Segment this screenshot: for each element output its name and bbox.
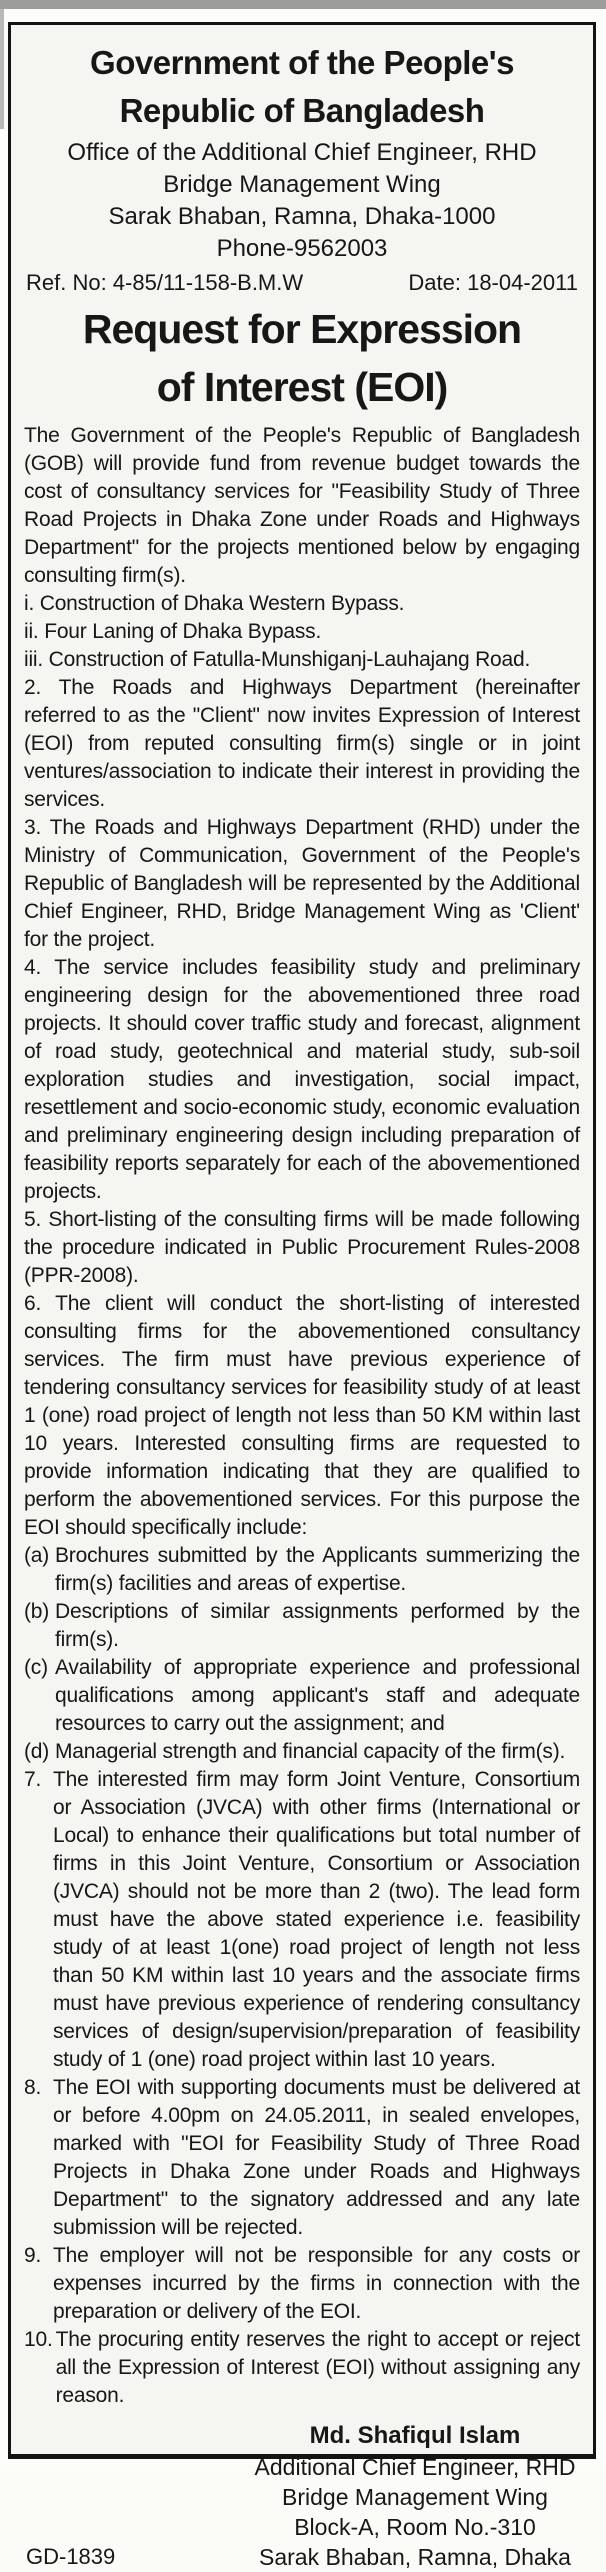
- item-8-number: 8.: [24, 2076, 42, 2099]
- criterion-b-label: (b): [24, 1600, 50, 1623]
- criterion-c: [24, 1654, 580, 1738]
- office-line: Office of the Additional Chief Engineer, RHD: [67, 139, 537, 166]
- numbered-item-10: [24, 2326, 580, 2410]
- signatory-wing: Bridge Management Wing: [282, 2484, 548, 2510]
- notice-date: Date: 18-04-2011: [408, 270, 578, 295]
- paragraph-5: 5. Short-listing of the consulting firms will be made following the procedure indicated in Public Procurement Rules-2008 (PPR-2008).: [24, 1208, 580, 1287]
- signatory-title: Additional Chief Engineer, RHD: [254, 2454, 576, 2480]
- intro-paragraph: The Government of the People's Republic of Bangladesh (GOB) will provide fund from revenue budget towards the cost of consultancy services for "Feasibility Study of Three Road Projects in Dhaka Zone under Roads and Highways Department" for the projects mentioned below by engaging consulting firm(s).: [24, 424, 580, 587]
- item-10-number: 10.: [24, 2328, 53, 2351]
- criterion-c-text: Availability of appropriate experience and professional qualifications among applicant's staff and adequate resources to carry out the assignment; and: [55, 1656, 580, 1735]
- item-7-text: The interested firm may form Joint Venture, Consortium or Association (JVCA) with other firms (International or Local) to enhance their qualifications but total number of firms in this Joint Venture, Consortium or Association (JVCA) should not be more than 2 (two). The lead form must have the above stated experience i.e. feasibility study of at least 1(one) road project of length not less than 50 KM within last 10 years and the associate firms must have previous experience of rendering consultancy services of design/supervision/preparation of feasibility study of 1 (one) road project within last 10 years.: [53, 1768, 580, 2071]
- scan-edge-top: [0, 0, 606, 9]
- gd-number: GD-1839: [26, 2544, 116, 2569]
- notice-body: [24, 422, 580, 2410]
- project-item-2: ii. Four Laning of Dhaka Bypass.: [24, 620, 322, 643]
- item-9-text: The employer will not be responsible for any costs or expenses incurred by the firms in connection with the preparation or delivery of the EOI.: [53, 2244, 580, 2323]
- criterion-a-text: Brochures submitted by the Applicants summerizing the firm(s) facilities and areas of expertise.: [55, 1544, 580, 1595]
- item-8-text: The EOI with supporting documents must be delivered at or before 4.00pm on 24.05.2011, in sealed envelopes, marked with "EOI for Feasibility Study of Three Road Projects in Dhaka Zone under Roads and Highways Department" to the signatory addressed and any late submission will be rejected.: [53, 2076, 580, 2239]
- numbered-item-7: [24, 1766, 580, 2074]
- criterion-b: [24, 1598, 580, 1654]
- paragraph-3: 3. The Roads and Highways Department (RHD) under the Ministry of Communication, Government of the People's Republic of Bangladesh will be represented by the Additional Chief Engineer, RHD, Bridge Management Wing as 'Client' for the project.: [24, 816, 580, 951]
- ref-number: Ref. No: 4-85/11-158-B.M.W: [26, 270, 304, 295]
- phone-line: Phone-9562003: [216, 235, 388, 262]
- criterion-a: [24, 1542, 580, 1598]
- paragraph-2: 2. The Roads and Highways Department (hereinafter referred to as the "Client" now invites Expression of Interest (EOI) from reputed consulting firm(s) single or in joint ventures/association to indicate their interest in providing the services.: [24, 676, 580, 811]
- numbered-item-8: [24, 2074, 580, 2242]
- closing-row: [24, 2410, 580, 2572]
- address-line: Sarak Bhaban, Ramna, Dhaka-1000: [108, 203, 496, 230]
- numbered-item-9: [24, 2242, 580, 2326]
- ref-date-row: [26, 270, 578, 296]
- signatory-name: Md. Shafiqul Islam: [309, 2422, 521, 2449]
- project-item-3: iii. Construction of Fatulla-Munshiganj-Lauhajang Road.: [24, 648, 531, 671]
- signatory-room: Block-A, Room No.-310: [294, 2514, 536, 2540]
- scan-edge-left: [0, 9, 4, 129]
- government-title: Government of the People's Republic of Bangladesh: [90, 44, 514, 129]
- eoi-heading: Request for Expression of Interest (EOI): [82, 306, 522, 410]
- paragraph-6: 6. The client will conduct the short-listing of interested consulting firms for the abovementioned consultancy services. The firm must have previous experience of tendering consultancy services for feasibility study of at least 1 (one) road project of length not less than 50 KM within last 10 years. Interested consulting firms are requested to provide information indicating that they are qualified to perform the abovementioned services. For this purpose the EOI should specifically include:: [24, 1292, 580, 1539]
- eoi-notice-document: [8, 22, 596, 2570]
- item-10-text: The procuring entity reserves the right to accept or reject all the Expression of Interest (EOI) without assigning any reason.: [55, 2328, 580, 2407]
- signature-block: [250, 2420, 580, 2572]
- paragraph-4: 4. The service includes feasibility study and preliminary engineering design for the abovementioned three road projects. It should cover traffic study and forecast, alignment of road study, geotechnical and material study, sub-soil exploration studies and investigation, social impact, resettlement and socio-economic study, economic evaluation and preliminary engineering design including preparation of feasibility reports separately for each of the abovementioned projects.: [24, 956, 580, 1203]
- criterion-d-text: Managerial strength and financial capacity of the firm(s).: [55, 1740, 566, 1763]
- signatory-address: Sarak Bhaban, Ramna, Dhaka: [259, 2544, 571, 2570]
- item-7-number: 7.: [24, 1768, 42, 1791]
- item-9-number: 9.: [24, 2244, 42, 2267]
- criterion-a-label: (a): [24, 1544, 50, 1567]
- project-item-1: i. Construction of Dhaka Western Bypass.: [24, 592, 405, 615]
- criterion-c-label: (c): [24, 1656, 48, 1679]
- criterion-b-text: Descriptions of similar assignments performed by the firm(s).: [55, 1600, 580, 1651]
- criterion-d: [24, 1738, 580, 1766]
- criterion-d-label: (d): [24, 1740, 50, 1763]
- office-block: [24, 137, 580, 265]
- wing-line: Bridge Management Wing: [163, 171, 441, 198]
